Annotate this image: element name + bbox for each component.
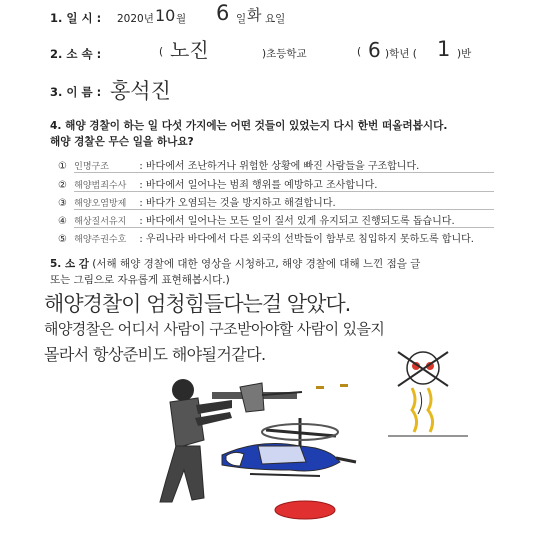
grade-label: )학년 ( (385, 48, 417, 60)
item-number: ③ (58, 198, 67, 209)
weekday-label: 요일 (265, 13, 286, 25)
item-number: ⑤ (58, 234, 67, 245)
grade-handwritten: 6 (368, 38, 381, 62)
item-number: ② (58, 180, 67, 191)
item-answer-handwritten: 해양주권수호 (74, 235, 127, 245)
q4-question-line1: 4. 해양 경찰이 하는 일 다섯 가지에는 어떤 것들이 있었는지 다시 한번 떠올려봅시다. (50, 120, 448, 132)
day-handwritten: 6 (216, 1, 230, 25)
month-label: 월 (176, 13, 187, 25)
helicopter-drawing (222, 418, 356, 476)
item-description: : 바다에서 조난하거나 위험한 상황에 빠진 사람들을 구조합니다. (139, 161, 420, 172)
item-description: : 우리나라 바다에서 다른 외국의 선박들이 함부로 침입하지 못하도록 합니다. (139, 234, 474, 245)
grade-paren: ( (357, 46, 362, 58)
class-handwritten: 1 (437, 37, 451, 61)
name-handwritten: 홍석진 (110, 79, 171, 103)
item-description: : 바다가 오염되는 것을 방지하고 해결합니다. (139, 198, 336, 209)
year-text: 2020년 (117, 13, 154, 25)
flames-drawing (412, 388, 433, 432)
month-handwritten: 10 (155, 6, 176, 25)
item-answer-handwritten: 인명구조 (74, 162, 109, 172)
day-label: 일 (236, 13, 247, 25)
item-number: ④ (58, 216, 67, 227)
item-number: ① (58, 161, 67, 172)
school-label: )초등학교 (262, 48, 307, 60)
item-answer-handwritten: 해상질서유지 (74, 217, 127, 227)
affiliation-label: 2. 소 속 : (50, 47, 102, 61)
item-answer-handwritten: 해양오염방제 (74, 199, 127, 209)
item-description: : 바다에서 일어나는 범죄 행위를 예방하고 조사합니다. (139, 180, 378, 191)
q5-answer-line1: 해양경찰이 엄청힘들다는걸 알았다. (44, 292, 351, 316)
school-handwritten: 노진 (170, 38, 209, 62)
q5-answer-line2: 해양경찰은 어디서 사람이 구조받아야할 사람이 있을지 (44, 320, 385, 338)
name-label: 3. 이 름 : (50, 85, 102, 99)
q5-label: 5. 소 감 (50, 258, 89, 270)
item-description: : 바다에서 일어나는 모든 일이 질서 있게 유지되고 진행되도록 돕습니다. (139, 216, 455, 227)
school-paren: ( (159, 46, 164, 58)
q5-instruction-line2: 또는 그림으로 자유롭게 표현해봅시다.) (50, 274, 230, 286)
q5-answer-line3: 몰라서 항상준비도 해야될거같다. (44, 345, 266, 364)
weekday-handwritten: 화 (247, 6, 262, 24)
date-label: 1. 일 시 : (50, 11, 102, 25)
skull-drawing (398, 352, 448, 386)
class-label: )반 (457, 48, 472, 60)
q5-instruction-line1: (서해 해양 경찰에 대한 영상을 시청하고, 해양 경찰에 대해 느낀 점을 글 (92, 258, 421, 270)
bullets-drawing (316, 384, 348, 389)
q4-question-line2: 해양 경찰은 무슨 일을 하나요? (50, 136, 194, 148)
landing-pad-drawing (275, 501, 335, 519)
item-answer-handwritten: 해양범죄수사 (74, 181, 127, 191)
